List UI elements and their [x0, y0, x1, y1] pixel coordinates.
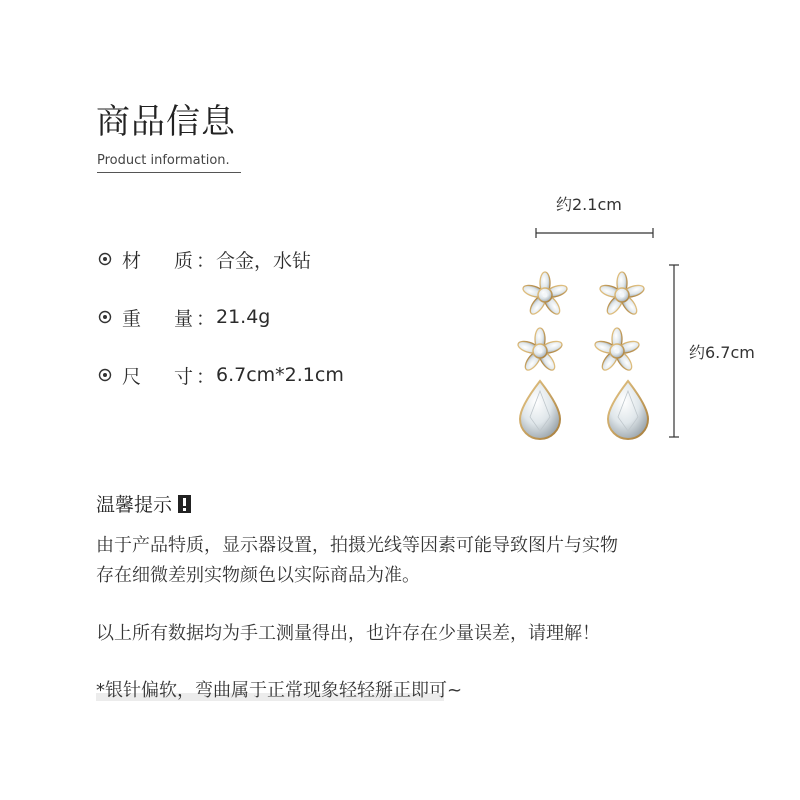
spec-key-2: 寸: [174, 365, 194, 388]
spec-value: 合金，水钻: [216, 249, 312, 272]
spec-key-2: 质: [174, 249, 194, 272]
height-dimension-label: 约6.7cm: [689, 343, 755, 362]
spec-key-2: 量: [174, 307, 194, 330]
spec-row-material: 材 质 ： 合金，水钻: [98, 247, 311, 271]
spec-value: 21.4g: [216, 306, 271, 328]
tips-title: 温馨提示: [96, 490, 191, 517]
width-dimension-line: [533, 226, 657, 240]
earrings-image: [505, 255, 665, 440]
spec-key-1: 重: [122, 307, 142, 330]
tips-paragraph-3: *银针偏软，弯曲属于正常现象轻轻掰正即可~: [96, 680, 463, 701]
spec-row-weight: 重 量 ： 21.4g: [98, 305, 270, 329]
tips-paragraph-1: 由于产品特质，显示器设置，拍摄光线等因素可能导致图片与实物 存在细微差别实物颜色以实际商品为准。: [96, 535, 618, 586]
right-earring: [594, 272, 648, 439]
bullet-icon: [98, 368, 112, 382]
spec-row-size: 尺 寸 ： 6.7cm*2.1cm: [98, 363, 344, 387]
bullet-icon: [98, 252, 112, 266]
subtitle-underline: [97, 172, 241, 173]
bullet-icon: [98, 310, 112, 324]
spec-key-1: 材: [122, 249, 142, 272]
spec-value: 6.7cm*2.1cm: [216, 364, 344, 386]
exclamation-icon: [178, 495, 191, 513]
spec-key-1: 尺: [122, 365, 142, 388]
left-earring: [517, 272, 569, 439]
tips-paragraph-2: 以上所有数据均为手工测量得出，也许存在少量误差，请理解！: [96, 623, 600, 644]
page-title: 商品信息: [96, 102, 236, 142]
width-dimension-label: 约2.1cm: [556, 195, 622, 214]
page-subtitle: Product information.: [97, 153, 230, 168]
height-dimension-line: [667, 262, 681, 440]
